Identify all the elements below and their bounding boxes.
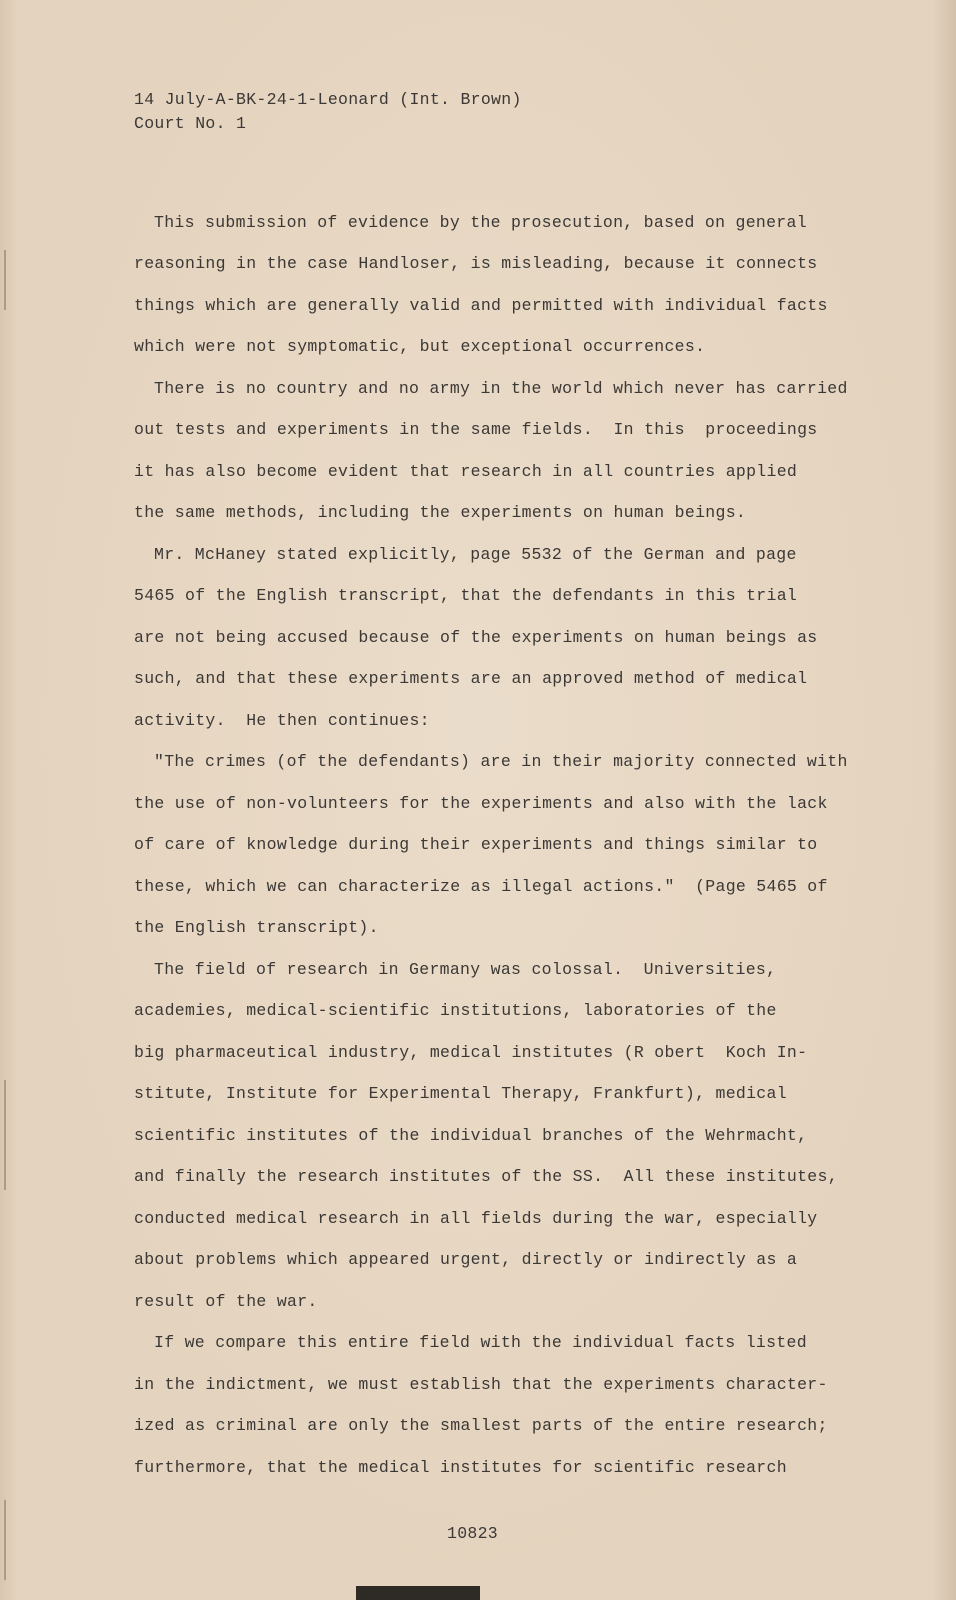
document-header-court: Court No. 1	[134, 114, 247, 133]
paragraph-first-line: If we compare this entire field with the individual facts listed	[154, 1333, 807, 1352]
bottom-binding-mark	[356, 1586, 480, 1600]
text-line: the English transcript).	[134, 918, 379, 937]
text-line: ized as criminal are only the smallest parts of the entire research;	[134, 1416, 828, 1435]
text-line: the same methods, including the experiments on human beings.	[134, 503, 747, 522]
text-line: activity. He then continues:	[134, 711, 430, 730]
text-line: of care of knowledge during their experiments and things similar to	[134, 835, 818, 854]
paragraph-first-line: There is no country and no army in the world which never has carried	[154, 379, 848, 398]
text-line: conducted medical research in all fields during the war, especially	[134, 1209, 818, 1228]
page-edge-mark	[4, 250, 6, 310]
text-line: academies, medical-scientific institutions, laboratories of the	[134, 1001, 777, 1020]
document-header-reference: 14 July-A-BK-24-1-Leonard (Int. Brown)	[134, 90, 522, 109]
page-number: 10823	[447, 1524, 499, 1543]
paragraph-first-line: The field of research in Germany was colossal. Universities,	[154, 960, 777, 979]
page-edge-mark	[4, 1080, 6, 1190]
text-line: about problems which appeared urgent, directly or indirectly as a	[134, 1250, 798, 1269]
text-line: stitute, Institute for Experimental Therapy, Frankfurt), medical	[134, 1084, 787, 1103]
text-line: big pharmaceutical industry, medical institutes (R obert Koch In-	[134, 1043, 808, 1062]
text-line: and finally the research institutes of the SS. All these institutes,	[134, 1167, 838, 1186]
page-edge-mark	[4, 1500, 6, 1580]
text-line: reasoning in the case Handloser, is misleading, because it connects	[134, 254, 818, 273]
text-line: things which are generally valid and permitted with individual facts	[134, 296, 828, 315]
text-line: the use of non-volunteers for the experiments and also with the lack	[134, 794, 828, 813]
text-line: scientific institutes of the individual branches of the Wehrmacht,	[134, 1126, 808, 1145]
text-line: 5465 of the English transcript, that the defendants in this trial	[134, 586, 798, 605]
text-line: result of the war.	[134, 1292, 318, 1311]
text-line: such, and that these experiments are an approved method of medical	[134, 669, 808, 688]
paragraph-first-line: Mr. McHaney stated explicitly, page 5532 of the German and page	[154, 545, 797, 564]
text-line: in the indictment, we must establish that the experiments character-	[134, 1375, 828, 1394]
text-line: furthermore, that the medical institutes for scientific research	[134, 1458, 787, 1477]
paragraph-first-line: "The crimes (of the defendants) are in their majority connected with	[154, 752, 848, 771]
paragraph-first-line: This submission of evidence by the prosecution, based on general	[154, 213, 807, 232]
text-line: it has also become evident that research in all countries applied	[134, 462, 798, 481]
text-line: these, which we can characterize as illegal actions." (Page 5465 of	[134, 877, 828, 896]
text-line: which were not symptomatic, but exceptional occurrences.	[134, 337, 706, 356]
text-line: out tests and experiments in the same fields. In this proceedings	[134, 420, 818, 439]
text-line: are not being accused because of the experiments on human beings as	[134, 628, 818, 647]
